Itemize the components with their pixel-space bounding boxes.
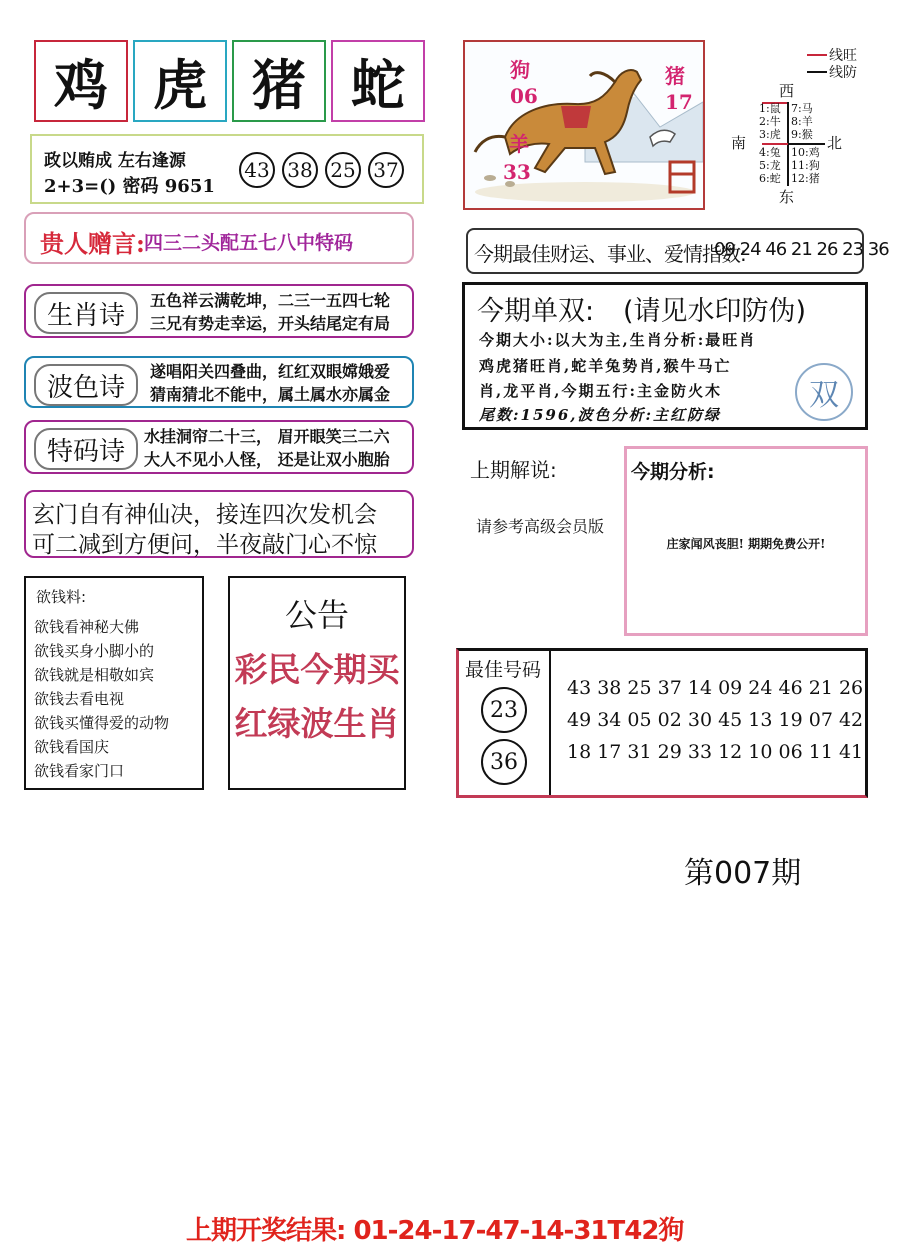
tema-poem-panel <box>24 420 414 474</box>
yuqian-title: 欲钱料: <box>36 588 87 606</box>
pig-number: 17 <box>665 90 693 114</box>
pig-label: 猪 <box>665 64 685 88</box>
yuqian-item: 欲钱就是相敬如宾 <box>34 666 155 684</box>
zodiac-box-1 <box>34 40 128 122</box>
tema-poem-line-1: 水挂洞帘二十三， 眉开眼笑三二六 <box>144 427 390 446</box>
legend-wang: 线旺 <box>829 48 857 64</box>
yuqian-item: 欲钱看神秘大佛 <box>34 618 140 636</box>
period-label: 第007期 <box>684 856 802 891</box>
bose-poem-panel <box>24 356 414 408</box>
zodiac-char: 蛇 <box>351 53 405 117</box>
zodiac-index: 12:猪 <box>791 172 820 185</box>
danshuang-line: 肖,龙平肖,今期五行:主金防火木 <box>479 382 722 400</box>
zodiac-box-3 <box>232 40 326 122</box>
zodiac-index: 8:羊 <box>791 115 813 128</box>
yuqian-item: 欲钱买懂得爱的动物 <box>34 714 170 732</box>
shengxiao-poem-line-2: 三兄有势走幸运，开头结尾定有局 <box>150 314 391 333</box>
last-period-text: 请参考高级会员版 <box>476 517 605 536</box>
zodiac-index: 7:马 <box>791 102 813 115</box>
notice-line-2: 红绿波生肖 <box>234 704 400 743</box>
clue-line-1: 政以贿成 左右逢源 <box>44 151 186 171</box>
tema-poem-label: 特码诗 <box>34 428 138 470</box>
clue-number: 38 <box>282 152 318 188</box>
xuanmen-line-1: 玄门自有神仙决，接连四次发机会 <box>32 502 377 528</box>
danshuang-line: 尾数:1596,波色分析:主红防绿 <box>479 406 722 424</box>
yuqian-panel <box>24 576 204 790</box>
sheep-label: 羊 <box>509 132 529 156</box>
last-result: 上期开奖结果: 01-24-17-47-14-31T42狗 <box>186 1216 684 1246</box>
best-row: 49 34 05 02 30 45 13 19 07 42 <box>567 709 864 731</box>
yuqian-item: 欲钱看国庆 <box>34 738 110 756</box>
clue-panel <box>30 134 424 204</box>
horse-picture <box>463 40 705 210</box>
best-divider <box>549 651 551 795</box>
compass-west: 西 <box>779 82 795 100</box>
legend-red-line <box>807 54 827 56</box>
xuanmen-panel <box>24 490 414 558</box>
zodiac-char: 虎 <box>153 53 207 117</box>
shengxiao-poem-line-1: 五色祥云满乾坤，二三一五四七轮 <box>150 291 391 310</box>
notice-line-1: 彩民今期买 <box>234 650 400 689</box>
shengxiao-poem-label: 生肖诗 <box>34 292 138 334</box>
clue-line-2: 2+3=() 密码 9651 <box>44 176 215 197</box>
zodiac-char: 猪 <box>252 53 306 117</box>
fortune-label: 今期最佳财运、事业、爱情指数: <box>474 242 746 266</box>
shuang-stamp: 双 <box>795 363 853 421</box>
compass-east: 东 <box>779 188 795 206</box>
clue-number: 25 <box>325 152 361 188</box>
tema-poem-line-2: 大人不见小人怪， 还是让双小胞胎 <box>144 450 390 469</box>
bose-poem-label: 波色诗 <box>34 364 138 406</box>
bose-poem-line-1: 遂唱阳关四叠曲，红红双眼嫦娥爱 <box>150 362 391 381</box>
guiren-panel <box>24 212 414 264</box>
analysis-text: 庄家闻风丧胆! 期期免费公开! <box>666 537 826 551</box>
guiren-text: 四三二头配五七八中特码 <box>144 232 354 254</box>
compass-north: 北 <box>827 134 843 152</box>
notice-panel <box>228 576 406 790</box>
analysis-title: 今期分析: <box>631 461 715 483</box>
clue-number: 37 <box>368 152 404 188</box>
zodiac-box-4 <box>331 40 425 122</box>
sheep-number: 33 <box>503 160 531 184</box>
zodiac-index: 10:鸡 <box>791 146 820 159</box>
danshuang-title: 今期单双: <box>477 296 595 327</box>
zodiac-index: 2:牛 <box>759 115 781 128</box>
best-title: 最佳号码 <box>465 659 542 681</box>
best-pick: 23 <box>481 687 527 733</box>
zodiac-index: 9:猴 <box>791 128 813 141</box>
zodiac-box-2 <box>133 40 227 122</box>
last-period-title: 上期解说: <box>470 458 557 482</box>
yuqian-item: 欲钱看家门口 <box>34 762 125 780</box>
fortune-numbers: 09 24 46 21 26 23 36 <box>714 239 889 260</box>
danshuang-line: 鸡虎猪旺肖,蛇羊兔势肖,猴牛马亡 <box>479 357 732 375</box>
fortune-panel <box>466 228 889 274</box>
compass-diagram <box>725 40 875 210</box>
bose-poem-line-2: 猜南猜北不能中，属土属水亦属金 <box>150 385 391 404</box>
clue-number: 43 <box>239 152 275 188</box>
zodiac-index: 1:鼠 <box>759 102 781 115</box>
compass-mid-bar <box>762 143 788 145</box>
notice-title: 公告 <box>284 596 349 634</box>
yuqian-item: 欲钱买身小脚小的 <box>34 642 155 660</box>
zodiac-index: 11:狗 <box>791 159 820 172</box>
legend-fang: 线防 <box>829 65 857 81</box>
zodiac-char: 鸡 <box>54 53 108 117</box>
guiren-label: 贵人赠言: <box>40 229 145 258</box>
compass-south: 南 <box>731 134 747 152</box>
danshuang-line: 今期大小:以大为主,生肖分析:最旺肖 <box>479 331 757 349</box>
zodiac-index: 6:蛇 <box>759 172 781 185</box>
best-row: 43 38 25 37 14 09 24 46 21 26 <box>567 677 864 699</box>
shengxiao-poem-panel <box>24 284 414 338</box>
danshuang-watermark: (请见水印防伪) <box>623 296 807 327</box>
analysis-panel <box>624 446 868 636</box>
legend-black-line <box>807 71 827 73</box>
zodiac-index: 5:龙 <box>759 159 781 172</box>
best-row: 18 17 31 29 33 12 10 06 11 41 <box>567 741 864 763</box>
best-numbers-panel <box>456 648 868 798</box>
danshuang-panel <box>462 282 868 430</box>
yuqian-item: 欲钱去看电视 <box>34 690 125 708</box>
zodiac-index: 4:兔 <box>759 146 781 159</box>
xuanmen-line-2: 可二减到方便问，半夜敲门心不惊 <box>32 532 377 558</box>
zodiac-index: 3:虎 <box>759 128 781 141</box>
dog-label: 狗 <box>510 58 530 82</box>
compass-north-bar <box>789 143 825 145</box>
dog-number: 06 <box>510 84 538 108</box>
best-pick: 36 <box>481 739 527 785</box>
